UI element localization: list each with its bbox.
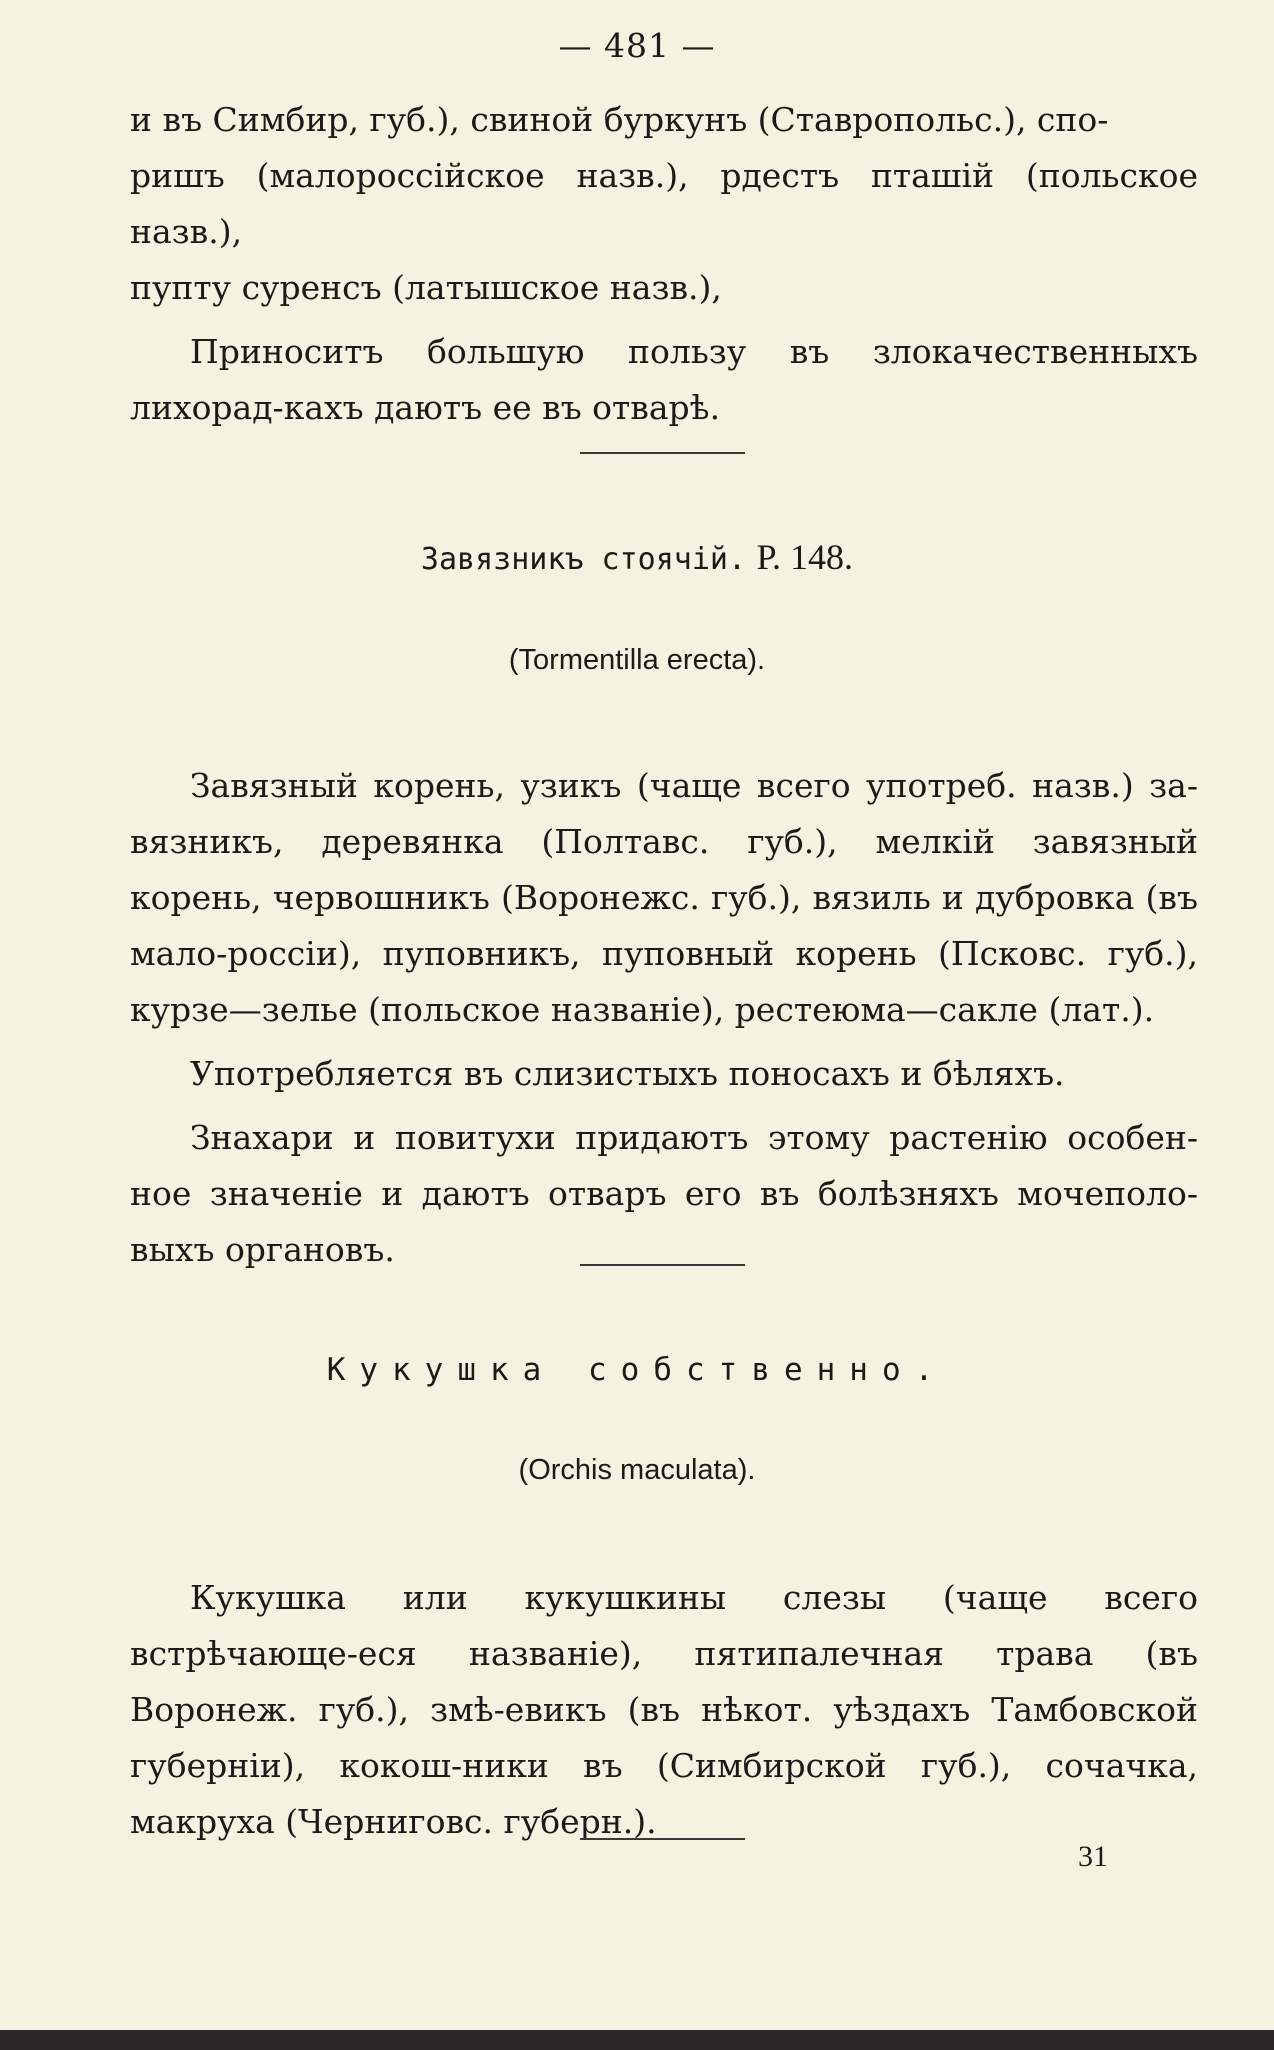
bottom-divider <box>580 1838 745 1840</box>
continuation-line: ришъ (малороссійское назв.), рдестъ пташій (польское назв.), <box>130 156 1198 251</box>
section-title: Завязникъ стоячій. <box>420 542 747 577</box>
section-heading-zavyaznik <box>0 536 1274 578</box>
continuation-line: пупту суренсъ (латышское назв.), <box>130 268 722 307</box>
section-title-kukushka: Кукушка собственно. <box>326 1352 948 1388</box>
plate-reference: Р. 148. <box>756 537 854 577</box>
continuation-text <box>130 92 1198 436</box>
use-paragraph: Употребляется въ слизистыхъ поносахъ и бѣляхъ. <box>190 1054 1065 1093</box>
use-paragraph: Приноситъ большую пользу въ злокачественныхъ лихорад-кахъ даютъ ее въ отварѣ. <box>130 332 1198 427</box>
latin-name: (Tormentilla erecta). <box>508 644 766 676</box>
signature-mark: 31 <box>1078 1840 1108 1873</box>
folk-use-paragraph: Знахари и повитухи придаютъ этому растенію особен-ное значеніе и даютъ отваръ его въ болѣзняхъ мочеполо-выхъ органовъ. <box>130 1118 1198 1269</box>
continuation-line: и въ Симбир, губ.), свиной буркунъ (Ставропольс.), спо- <box>130 100 1109 139</box>
section-body-kukushka <box>130 1570 1198 1850</box>
section-body-zavyaznik <box>130 758 1198 1278</box>
section-divider <box>580 452 745 454</box>
page-number: — 481 — <box>558 26 716 65</box>
names-paragraph: Завязный корень, узикъ (чаще всего употреб. назв.) за-вязникъ, деревянка (Полтавс. губ.), мелкій завязный корень, червошникъ (Воронежс. губ.), вязиль и дубровка (въ мало-россіи), пуповникъ, пуповный корень (Псковс. губ.), курзе—зелье (польское названіе), рестеюма—сакле (лат.). <box>130 766 1198 1029</box>
section-divider <box>580 1264 745 1266</box>
page-edge <box>0 2030 1274 2050</box>
latin-name: (Orchis maculata). <box>518 1454 756 1486</box>
names-paragraph: Кукушка или кукушкины слезы (чаще всего встрѣчающе-еся названіе), пятипалечная трава (въ Воронеж. губ.), змѣ-евикъ (въ нѣкот. уѣздахъ Тамбовской губерніи), кокош-ники въ (Симбирской губ.), сочачка, макруха (Черниговс. губерн.). <box>130 1578 1198 1841</box>
